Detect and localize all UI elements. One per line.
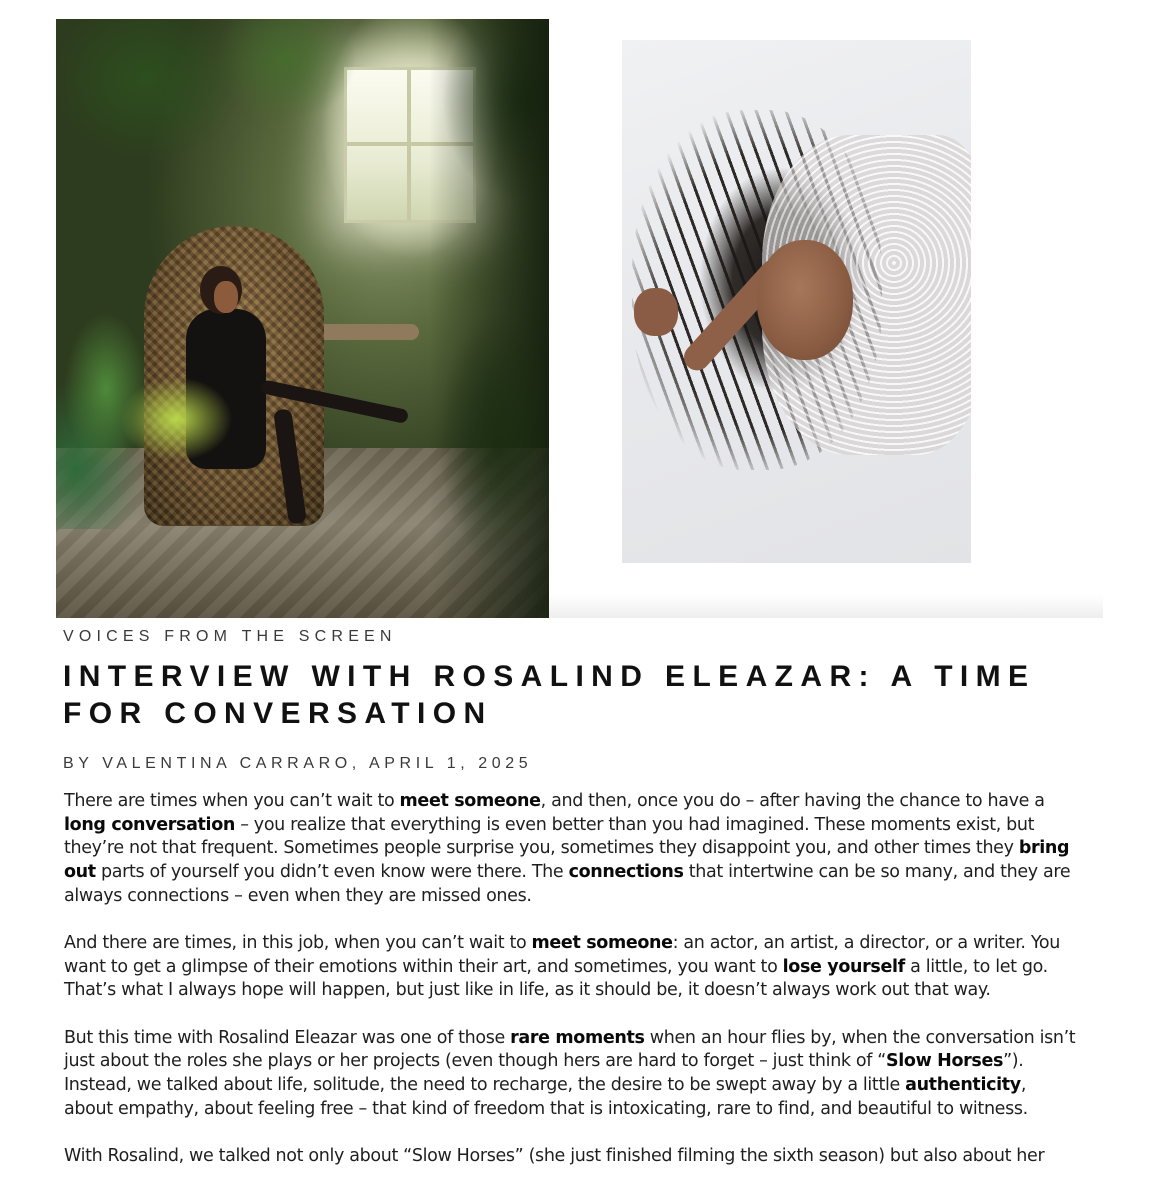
paragraph-text: But this time with Rosalind Eleazar was one of those (64, 1027, 511, 1048)
foliage-detail (419, 239, 549, 618)
emphasis-text: Slow Horses (886, 1051, 1004, 1072)
paragraph-text: With Rosalind, we talked not only about “Slow Horses” (she just finished filming the sixth season) but also about her (64, 1145, 1045, 1166)
table-detail (314, 324, 419, 340)
lying-portrait-image[interactable] (622, 40, 971, 563)
article-category[interactable]: VOICES FROM THE SCREEN (63, 628, 397, 645)
emphasis-text: rare moments (510, 1027, 645, 1048)
paragraph-text: : an actor, an artist, a director, or a writer. You want to get a glimpse of their emotions within their art, and sometimes, you want to (64, 933, 1060, 977)
article-paragraph (64, 1145, 1076, 1169)
paragraph-text: that intertwine can be so many, and they are always connections – even when they are missed ones. (64, 862, 1071, 906)
emphasis-text: meet someone (531, 933, 673, 954)
image-divider (549, 595, 1103, 618)
greenhouse-portrait-image[interactable] (56, 19, 549, 618)
emphasis-text: long conversation (64, 814, 235, 835)
paragraph-text: , and then, once you do – after having the chance to have a (540, 791, 1045, 811)
article-paragraph (64, 1027, 1076, 1122)
paragraph-text: – you realize that everything is even better than you had imagined. These moments exist, but they’re not that frequent. Sometimes people surprise you, sometimes they disappoint you, and other times they (64, 814, 1035, 859)
hand-detail (634, 288, 678, 336)
article-title: INTERVIEW WITH ROSALIND ELEAZAR: A TIME FOR CONVERSATION (63, 660, 1036, 730)
paragraph-text: , about empathy, about feeling free – that kind of freedom that is intoxicating, rare to find, and beautiful to witness. (64, 1075, 1028, 1119)
paragraph-text: There are times when you can’t wait to (64, 791, 400, 811)
emphasis-text: bring out (64, 838, 1070, 883)
paragraph-text: when an hour flies by, when the conversation isn’t just about the roles she plays or her projects (even though hers are hard to forget – just think of “ (64, 1027, 1076, 1072)
fern-detail (56, 269, 236, 529)
article-paragraph (64, 790, 1076, 909)
emphasis-text: connections (568, 862, 684, 883)
article-body (64, 790, 1076, 1192)
emphasis-text: meet someone (399, 791, 541, 811)
paragraph-text: parts of yourself you didn’t even know were there. The (95, 862, 569, 883)
paragraph-text: And there are times, in this job, when you can’t wait to (64, 933, 532, 954)
paragraph-text: a little, to let go. That’s what I always hope will happen, but just like in life, as it should be, it doesn’t always work out that way. (64, 956, 1048, 1001)
emphasis-text: lose yourself (782, 956, 905, 977)
article-byline: BY VALENTINA CARRARO, APRIL 1, 2025 (63, 755, 533, 772)
paragraph-text: ”). Instead, we talked about life, solitude, the need to recharge, the desire to be swept away by a little (64, 1051, 1024, 1096)
article-paragraph (64, 932, 1076, 1003)
emphasis-text: authenticity (905, 1075, 1021, 1096)
face-detail (757, 240, 853, 360)
